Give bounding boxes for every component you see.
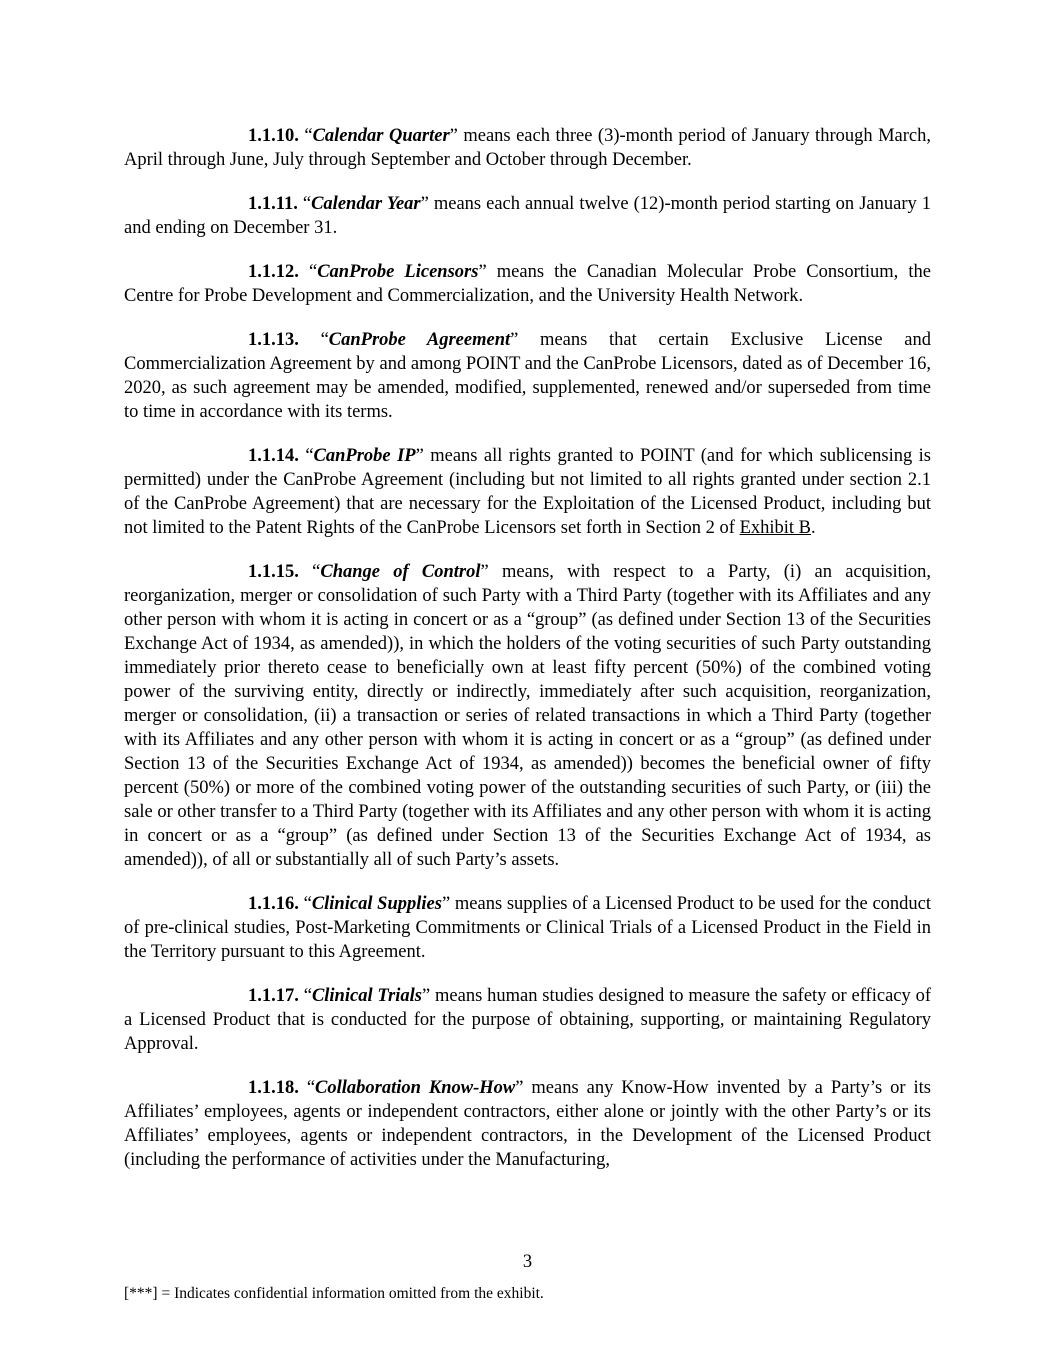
open-quote: “ <box>303 986 312 1006</box>
defined-term: Collaboration Know-How <box>315 1078 516 1098</box>
clause-text: means any Know-How invented by a Party’s or its Affiliates’ employees, agents or independent contractors, either alone or jointly with the other Party’s or its Affiliates’ employees, agents or independent contractors, in the Development of the Licensed Product (including the performance of activities under the Manufacturing, <box>124 1078 932 1170</box>
open-quote: “ <box>306 1078 316 1098</box>
clause-1-1-15 <box>124 560 931 872</box>
defined-term: CanProbe Agreement <box>328 330 511 350</box>
clause-number: 1.1.13. <box>248 330 299 350</box>
close-quote: ” <box>510 330 519 350</box>
open-quote: “ <box>302 194 312 214</box>
clause-number: 1.1.16. <box>248 894 299 914</box>
clause-number: 1.1.18. <box>248 1078 299 1098</box>
close-quote: ” <box>449 126 458 146</box>
close-quote: ” <box>441 894 451 914</box>
open-quote: “ <box>305 446 314 466</box>
open-quote: “ <box>320 330 329 350</box>
clause-1-1-13 <box>124 328 931 424</box>
defined-term: Clinical Supplies <box>311 894 442 914</box>
close-quote: ” <box>478 262 487 282</box>
clause-number: 1.1.12. <box>248 262 299 282</box>
clause-text: means human studies designed to measure the safety or efficacy of a Licensed Product that is conducted for the purpose of obtaining, supporting, or maintaining Regulatory Approval. <box>124 986 931 1054</box>
exhibit-b-link[interactable]: Exhibit B <box>739 518 811 538</box>
clause-1-1-12 <box>124 260 931 308</box>
confidentiality-footnote: [***] = Indicates confidential information omitted from the exhibit. <box>124 1285 544 1302</box>
defined-term: CanProbe Licensors <box>317 262 479 282</box>
clause-tail: . <box>811 518 816 538</box>
open-quote: “ <box>312 562 321 582</box>
clause-number: 1.1.17. <box>248 986 299 1006</box>
clause-1-1-17 <box>124 984 931 1056</box>
defined-term: Calendar Quarter <box>312 126 450 146</box>
clause-1-1-10 <box>124 124 931 172</box>
close-quote: ” <box>421 986 431 1006</box>
defined-term: Calendar Year <box>311 194 421 214</box>
clause-text: means, with respect to a Party, (i) an acquisition, reorganization, merger or consolidation of such Party with a Third Party (together with its Affiliates and any other person with whom it is acting in concert or as a “group” (as defined under Section 13 of the Securities Exchange Act of 1934, as amended)), in which the holders of the voting securities of such Party outstanding immediately prior thereto cease to beneficially own at least fifty percent (50%) of the combined voting power of the surviving entity, directly or indirectly, immediately after such acquisition, reorganization, merger or consolidation, (ii) a transaction or series of related transactions in which a Third Party (together with its Affiliates and any other person with whom it is acting in concert or as a “group” (as defined under Section 13 of the Securities Exchange Act of 1934, as amended)) becomes the beneficial owner of fifty percent (50%) or more of the combined voting power of the outstanding securities of such Party, or (iii) the sale or other transfer to a Third Party (together with its Affiliates and any other person with whom it is acting in concert or as a “group” (as defined under Section 13 of the Securities Exchange Act of 1934, as amended)), of all or substantially all of such Party’s assets. <box>124 562 932 870</box>
clause-number: 1.1.15. <box>248 562 299 582</box>
clause-1-1-18 <box>124 1076 931 1172</box>
document-body <box>124 124 931 1192</box>
clause-1-1-14 <box>124 444 931 540</box>
defined-term: Clinical Trials <box>311 986 422 1006</box>
open-quote: “ <box>304 126 313 146</box>
clause-text: means all rights granted to POINT (and for which sublicensing is permitted) under the CanProbe Agreement (including but not limited to all rights granted under section 2.1 of the CanProbe Agreement) that are necessary for the Exploitation of the Licensed Product, including but not limited to the Patent Rights of the CanProbe Licensors set forth in Section 2 of <box>124 446 931 538</box>
clause-text: means supplies of a Licensed Product to be used for the conduct of pre-clinical studies, Post-Marketing Commitments or Clinical Trials of a Licensed Product in the Field in the Territory pursuant to this Agreement. <box>124 894 932 962</box>
clause-1-1-16 <box>124 892 931 964</box>
clause-text: means each three (3)-month period of January through March, April through June, July through September and October through December. <box>124 126 931 170</box>
open-quote: “ <box>303 894 312 914</box>
clause-text: means that certain Exclusive License and Commercialization Agreement by and among POINT and the CanProbe Licensors, dated as of December 16, 2020, as such agreement may be amended, modified, supplemented, renewed and/or superseded from time to time in accordance with its terms. <box>124 330 932 422</box>
close-quote: ” <box>480 562 489 582</box>
clause-text: means each annual twelve (12)-month period starting on January 1 and ending on December 31. <box>124 194 931 238</box>
clause-1-1-11 <box>124 192 931 240</box>
close-quote: ” <box>415 446 424 466</box>
clause-number: 1.1.10. <box>248 126 299 146</box>
page-number: 3 <box>522 1252 533 1272</box>
open-quote: “ <box>309 262 318 282</box>
clause-number: 1.1.11. <box>248 194 298 214</box>
clause-text: means the Canadian Molecular Probe Consortium, the Centre for Probe Development and Commercialization, and the University Health Network. <box>124 262 931 306</box>
close-quote: ” <box>515 1078 524 1098</box>
clause-number: 1.1.14. <box>248 446 299 466</box>
close-quote: ” <box>420 194 429 214</box>
defined-term: Change of Control <box>320 562 481 582</box>
defined-term: CanProbe IP <box>313 446 416 466</box>
